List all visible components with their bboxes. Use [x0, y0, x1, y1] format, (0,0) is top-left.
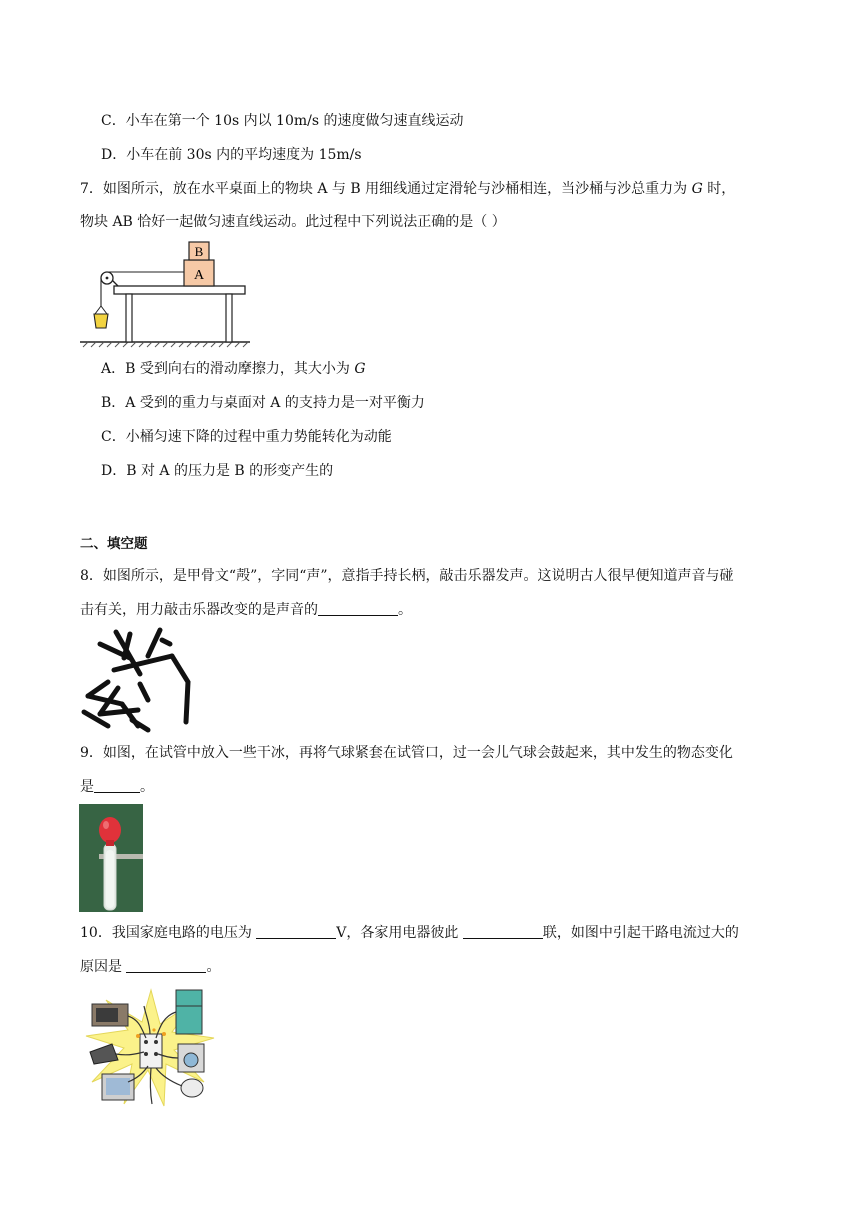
q8-stem-line1: 8．如图所示，是甲骨文“殸”，字同“声”，意指手持长柄，敲击乐器发声。这说明古人很早便知道声音与碰	[80, 568, 734, 584]
table-leg-left	[126, 294, 132, 342]
q10-text-d: 原因是	[80, 959, 127, 975]
q7-option-a	[101, 360, 366, 378]
q10-connection-blank[interactable]	[463, 924, 543, 939]
table-top	[114, 286, 245, 294]
q8-text-a: 击有关，用力敲击乐器改变的是声音的	[80, 602, 318, 618]
balloon	[99, 817, 121, 843]
q6-option-d: D．小车在前 30s 内的平均速度为 15m/s	[101, 147, 362, 163]
q10-text-c: 联，如图中引起干路电流过大的	[542, 925, 739, 941]
q9-balloon-test-tube-photo	[79, 804, 143, 912]
q10-stem-line2	[80, 958, 220, 976]
q7-stem-text-a: 7．如图所示，放在水平桌面上的物块 A 与 B 用细线通过定滑轮与沙桶相连，当沙桶与沙总重力为	[80, 181, 692, 197]
q9-text-b: 。	[140, 779, 154, 795]
q8-stem-line2	[80, 601, 412, 619]
q7-figure-table-pulley	[80, 236, 255, 348]
section-heading: 二、填空题	[80, 536, 148, 552]
q10-text-e: 。	[206, 959, 221, 975]
q9-stem-line1: 9．如图，在试管中放入一些干冰，再将气球紧套在试管口，过一会儿气球会鼓起来，其中发生的物态变化	[80, 745, 733, 761]
block-a-label: A	[193, 268, 205, 283]
iron-icon	[90, 1044, 118, 1064]
power-strip	[140, 1034, 162, 1068]
q7-stem-text-b: 时，	[702, 181, 736, 197]
q7-option-d: D．B 对 A 的压力是 B 的形变产生的	[101, 463, 334, 479]
q7-option-a-text: A．B 受到向右的滑动摩擦力，其大小为	[101, 361, 355, 377]
q10-text-b: V，各家用电器彼此	[336, 925, 463, 941]
q7-option-b: B．A 受到的重力与桌面对 A 的支持力是一对平衡力	[101, 395, 425, 411]
q10-stem-line1	[80, 924, 739, 942]
rice-cooker-icon	[181, 1079, 203, 1097]
q8-text-b: 。	[398, 602, 412, 618]
q9-stem-line2	[80, 778, 154, 796]
q7-option-a-var: G	[354, 361, 366, 377]
q10-voltage-blank[interactable]	[256, 924, 336, 939]
q9-text-a: 是	[80, 779, 94, 795]
sand-bucket	[94, 314, 108, 328]
q9-answer-blank[interactable]	[94, 778, 140, 793]
q10-cause-blank[interactable]	[126, 958, 206, 973]
q8-answer-blank[interactable]	[318, 601, 398, 616]
q10-overloaded-socket-illustration	[84, 986, 218, 1110]
q7-stem-line2: 物块 AB 恰好一起做匀速直线运动。此过程中下列说法正确的是（ ）	[80, 214, 506, 230]
fridge-icon	[176, 990, 202, 1034]
table-leg-right	[226, 294, 232, 342]
q7-stem-line1	[80, 180, 735, 198]
q7-option-c: C．小桶匀速下降的过程中重力势能转化为动能	[101, 429, 392, 445]
q6-option-c: C．小车在第一个 10s 内以 10m/s 的速度做匀速直线运动	[101, 113, 464, 129]
q7-stem-var: G	[691, 181, 703, 197]
q8-oracle-bone-character	[78, 622, 198, 734]
block-b-label: B	[194, 244, 204, 259]
q10-text-a: 10．我国家庭电路的电压为	[80, 925, 257, 941]
